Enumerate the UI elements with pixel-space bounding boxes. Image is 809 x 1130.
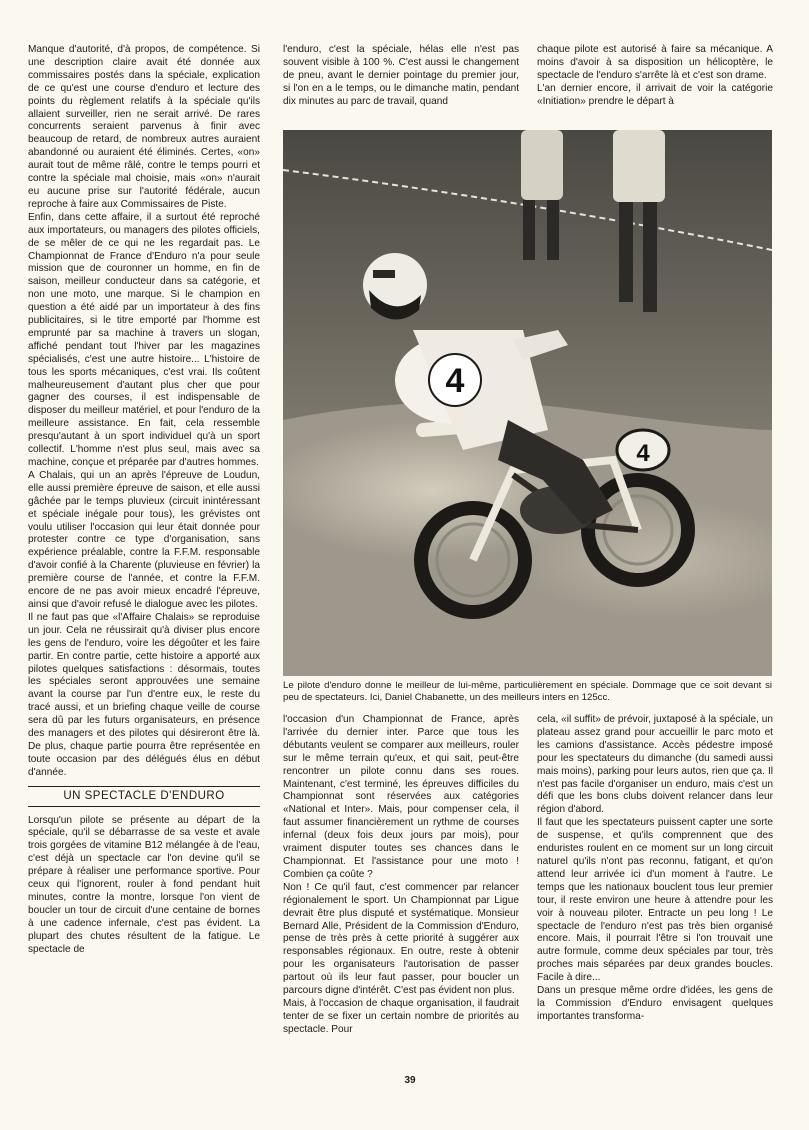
section-heading: UN SPECTACLE D'ENDURO [28,786,260,807]
text-column-middle-bottom [283,714,519,1106]
paragraph: cela, «il suffit» de prévoir, juxtaposé à la spéciale, un plateau assez grand pour accueillir le parc moto et les camions d'assistance. Accès pédestre imposé pour les spectateurs du dimanche (du samedi aussi mais moins), parking pour leurs autos, rien que ça. Il n'est pas facile d'organiser un enduro, mais c'est un défi que les bons clubs doivent relancer dans leur région d'abord. [537,714,773,816]
text-column-right-bottom [537,714,773,1106]
paragraph: A Chalais, qui un an après l'épreuve de Loudun, elle aussi première épreuve de saison, et elle aussi gâchée par le temps pluvieux (circuit inintéressant et spéciale inégale pour tous), les grévistes ont voulu utiliser l'occasion qui leur était donnée pour protester contre ce type d'organisation, sans expérience préalable, contre la F.F.M. responsable d'avoir confié à la Charente (pluvieuse en février) la première course de l'année, et contre la F.F.M. encore de ne pas avoir mieux encadré l'épreuve, ainsi que d'avoir refusé le dialogue avec les pilotes. [28,469,260,610]
paragraph: Il faut que les spectateurs puissent capter une sorte de suspense, et qu'ils comprennent que des enduristes roulent en ce moment sur un long circuit naturel qu'ils n'ont pas reconnu, fatigant, et qu'on attend leur arrivée ici d'un moment à l'autre. Le temps que les nationaux bouclent tous leur premier tour, il reste environ une heure à attendre pour les voir à nouveau piloter. Entracte un peu long ! Le spectacle de l'enduro n'est pas très bien organisé encore. Mais, il pourrait l'être si l'on trouvait une autre formule, comme deux spéciales par tour, très proches mais séparées par deux grandes boucles. Facile à dire... [537,817,773,984]
text-column-right-top [537,44,773,124]
paragraph: Enfin, dans cette affaire, il a surtout été reproché aux importateurs, ou managers des pilotes officiels, de se mêler de ce qui ne les regardait pas. Le Championnat de France d'Enduro n'a pour seule mission que de couronner un homme, en fin de saison, meilleur conducteur dans sa catégorie, et non une moto, une marque. Si le champion en question a été aidé par un importateur à des fins publicitaires, si le titre emporté par l'homme est emprunté par sa machine à travers un slogan, affiché pendant tout l'hiver par les magazines spécialisés, c'est une autre histoire... L'histoire de tous les sports mécaniques, c'est vrai. Ils coûtent malheureusement d'autant plus cher que pour gagner des courses, il est indispensable de disposer du meilleur matériel, et pour l'enduro de la meilleure assistance. En fait, cela ressemble presqu'autant à un sport individuel qu'à un sport collectif. L'homme n'est plus seul, mais avec sa machine, conçue et préparée par d'autres hommes. [28,211,260,468]
paragraph: chaque pilote est autorisé à faire sa mécanique. A moins d'avoir à sa disposition un hélicoptère, le spectacle de l'enduro s'arrête là et c'est son drame. [537,44,773,81]
rider-number-bib: 4 [445,362,465,400]
text-column-middle-top [283,44,519,124]
bike-number-plate: 4 [636,440,650,467]
paragraph: Il ne faut pas que «l'Affaire Chalais» se reproduise un jour. Cela ne réussirait qu'à diviser plus encore les gens de l'enduro, voire les dégoûter et les faire partir. En contre partie, cette histoire a apporté aux pilotes quelques satisfactions : désormais, toutes les spéciales seront approuvées une semaine avant la course par l'un d'entre eux, le reste du tracé aussi, et un briefing chaque veille de course sera dû par les futurs organisateurs, en présence des managers et des pilotes qui désireront être là. De plus, chaque partie pourra être représentée en toute occasion par des délégués élus en début d'année. [28,611,260,778]
photo-illustration [283,130,772,676]
paragraph: L'an dernier encore, il arrivait de voir la catégorie «Initiation» prendre le départ à [537,82,773,107]
enduro-rider-photo [283,130,772,676]
paragraph: Lorsqu'un pilote se présente au départ de la spéciale, qu'il se débarrasse de sa veste et avale trois gorgées de vitamine B12 mélangée à de l'eau, c'est déjà un spectacle car l'on devine qu'il se prépare à réaliser une performance sportive. Pour ceux qui l'ignorent, rouler à fond pendant huit minutes, contre la montre, lorsque l'on vient de boucler un tour de circuit d'une centaine de bornes à une cadence infernale, c'est pas évident. La plupart des chutes résultent de la fatigue. Le spectacle de [28,814,260,955]
paragraph: Mais, à l'occasion de chaque organisation, il faudrait tenter de se fixer un certain nombre de priorités au spectacle. Pour [283,997,519,1035]
page-number: 39 [404,1075,416,1086]
paragraph: l'occasion d'un Championnat de France, après l'arrivée du dernier inter. Parce que tous les débutants veulent se comparer aux meilleurs, rouler sur le même terrain qu'eux, et qui sait, peut-être rencontrer un pilote connu dans ses roues. Maintenant, c'est terminé, les épreuves difficiles du Championnat sont réservées aux catégories «National et Inter». Mais, pour compenser cela, il faut assumer financièrement un rythme de courses infernal (deux fois deux jours par mois), pour vraiment disputer toutes ses chances dans le Championnat. Et l'assistance pour une moto ! Combien ça coûte ? [283,714,519,880]
paragraph: Dans un presque même ordre d'idées, les gens de la Commission d'Enduro envisagent quelques importantes transforma- [537,985,773,1022]
text-column-left [28,44,260,1106]
paragraph: Non ! Ce qu'il faut, c'est commencer par relancer régionalement le sport. Un Championnat par Ligue devrait être plus disputé et systématique. Monsieur Bernard Alle, Président de la Commission d'Enduro, pense de très près à cette priorité à suggérer aux responsables régionaux. En outre, reste à obtenir pour les organisateurs l'autorisation de passer partout où ils leur faut passer, pour boucler un parcours digne d'intérêt. C'est pas évident non plus. [283,881,519,997]
paragraph: l'enduro, c'est la spéciale, hélas elle n'est pas souvent visible à 100 %. C'est aussi le changement de pneu, avant le dernier pointage du premier jour, si l'on en a le temps, ou le dimanche matin, pendant dix minutes au parc de travail, quand [283,44,519,107]
photo-caption: Le pilote d'enduro donne le meilleur de lui-même, particulièrement en spéciale. Dommage que ce soit devant si peu de spectateurs. Ici, Daniel Chabanette, un des meilleurs inters en 125cc. [283,680,772,703]
paragraph: Manque d'autorité, d'à propos, de compétence. Si une description claire avait été donnée aux commissaires postés dans la spéciale, explication de ce qu'est une course d'enduro et lecture des points du règlement relatifs à la spéciale qu'ils allaient surveiller, rien ne serait arrivé. De rares concurrents seraient parvenus à finir avec beaucoup de retard, de nombreux autres auraient abandonné ou auraient été éliminés. Certes, «on» aurait tout de même râlé, contre le temps pourri et contre la spéciale mal choisie, mais «on» n'aurait eu aucune prise sur l'autorité fédérale, aucun reproche à faire aux Commissaires de Piste. [28,44,260,210]
